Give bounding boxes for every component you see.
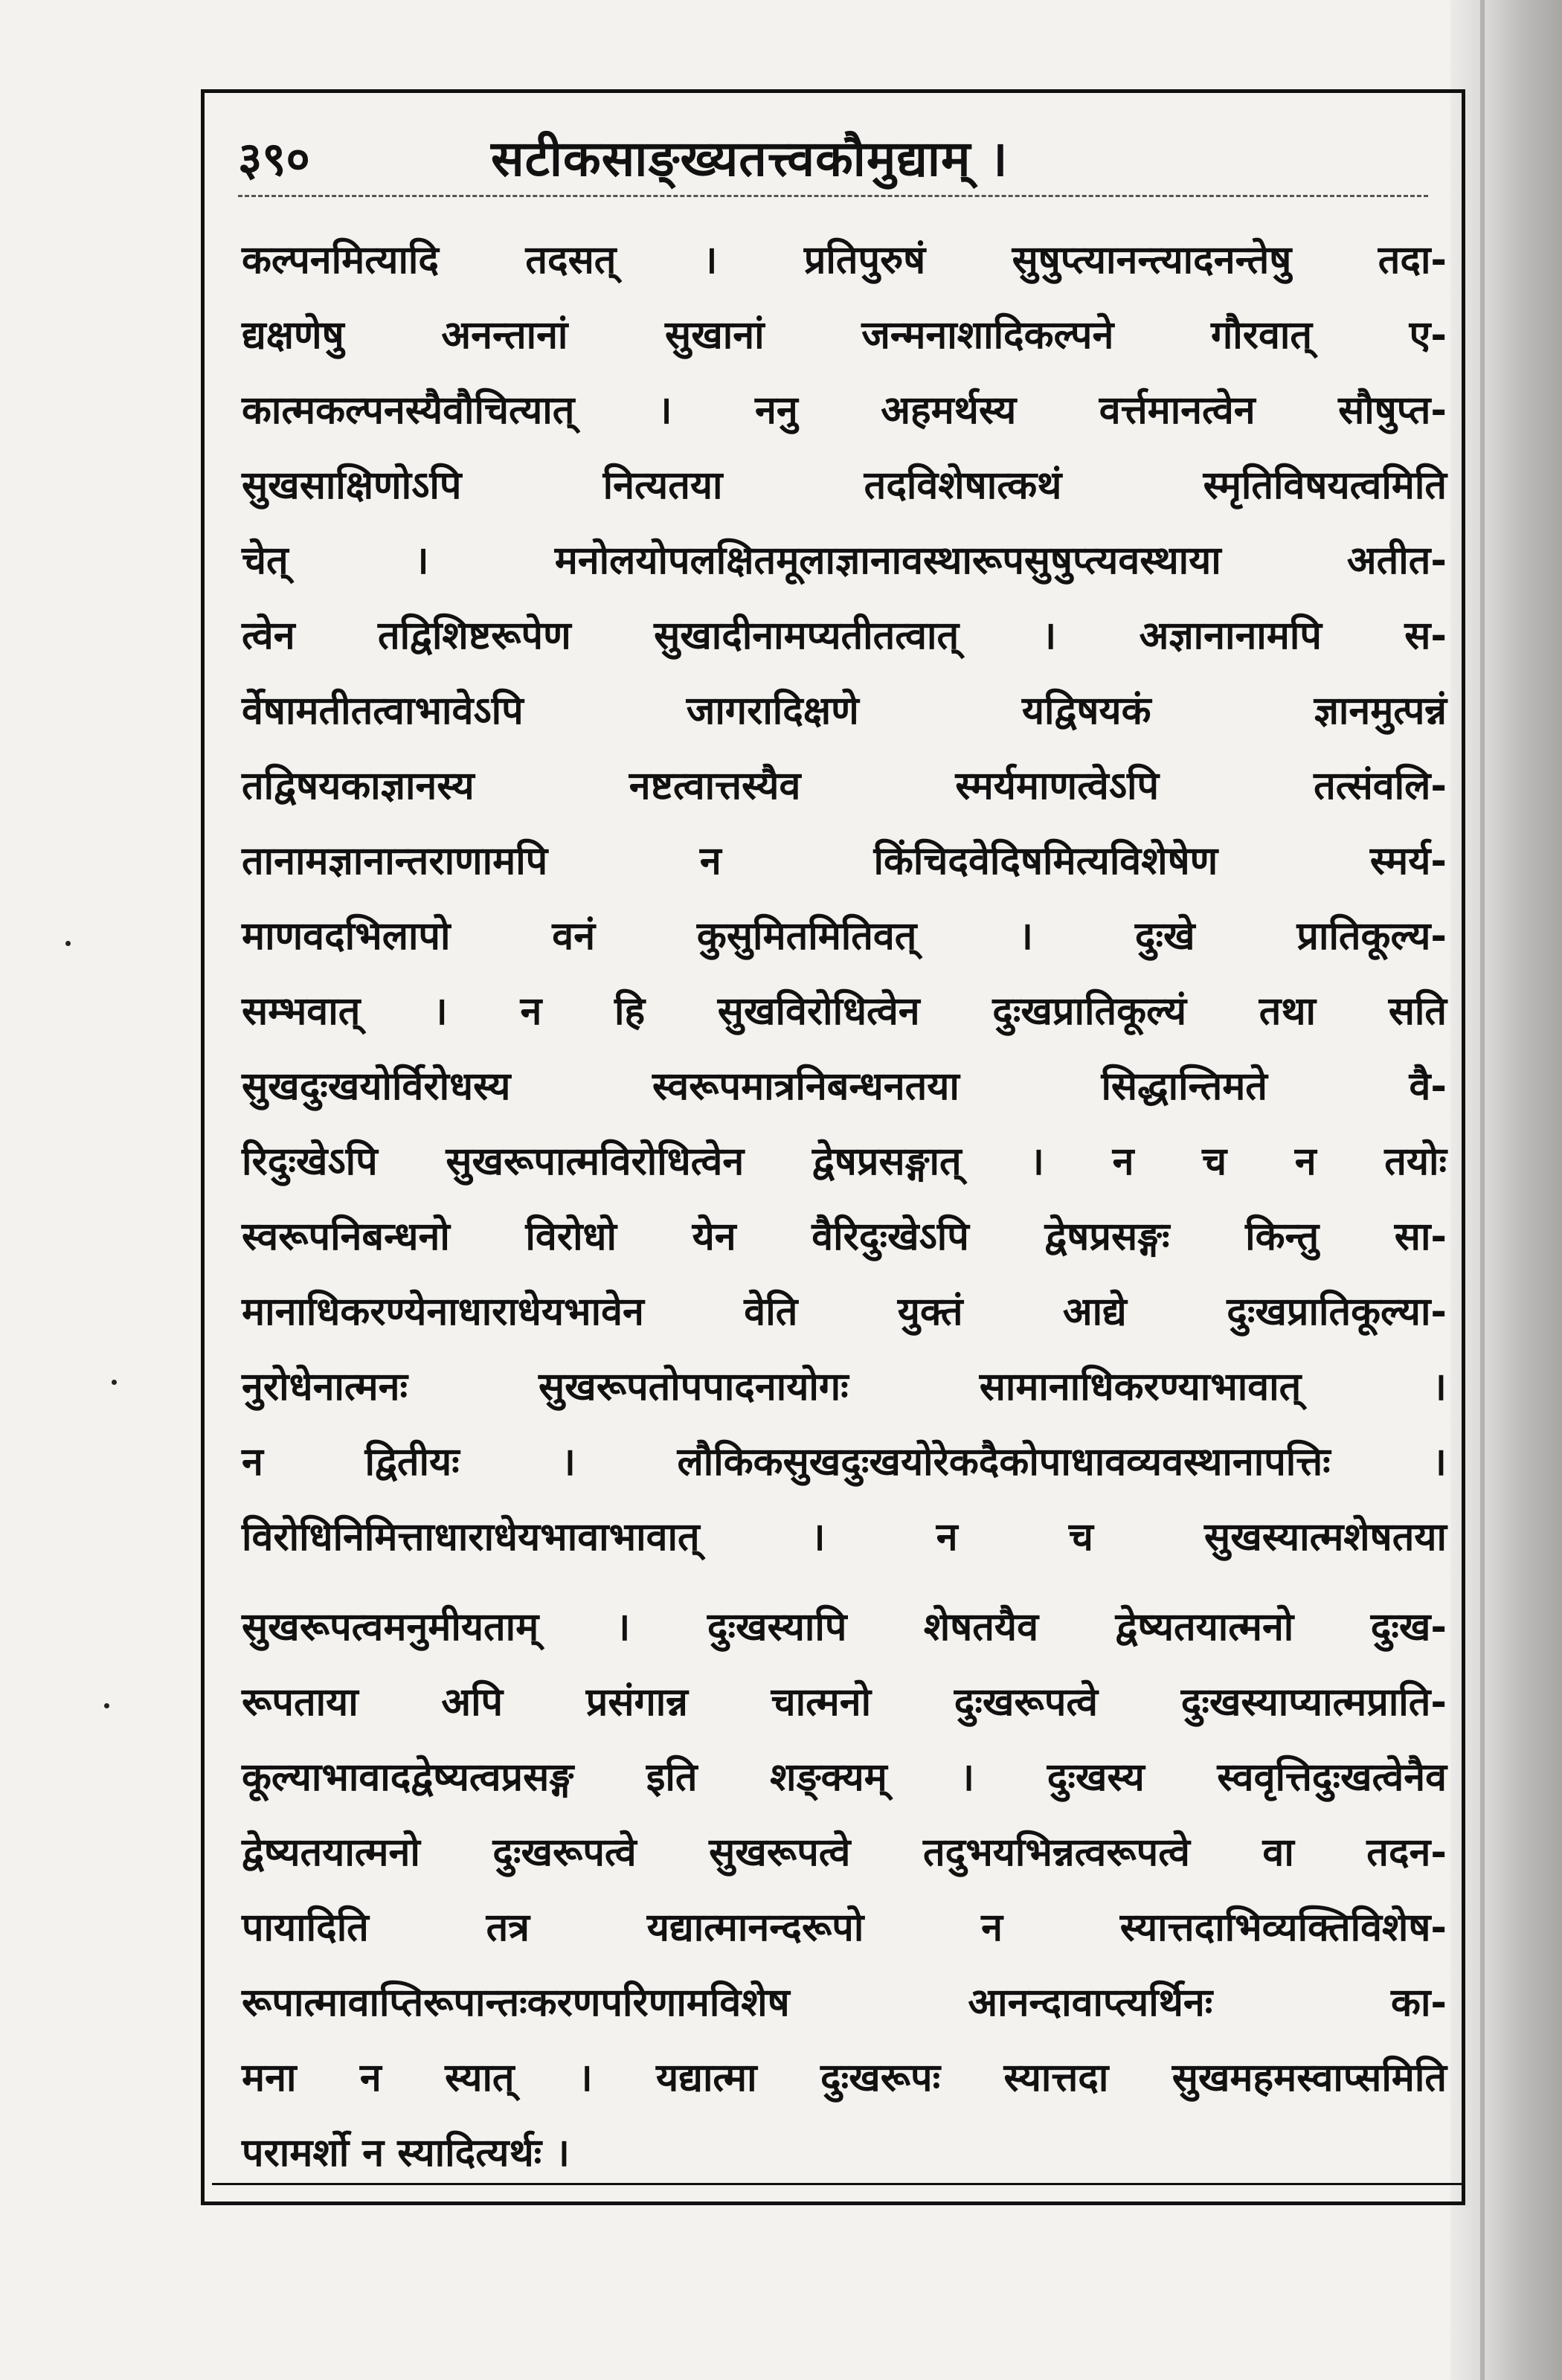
text-line: द्यक्षणेषु अनन्तानां सुखानां जन्मनाशादिकल्पने गौरवात् ए-: [242, 313, 1447, 358]
text-line: न द्वितीयः । लौकिकसुखदुःखयोरेकदैकोपाधावव्यवस्थानापत्तिः ।: [242, 1440, 1447, 1485]
text-line: कात्मकल्पनस्यैवौचित्यात् । ननु अहमर्थस्य वर्त्तमानत्वेन सौषुप्त-: [242, 388, 1447, 433]
text-line: स्वरूपनिबन्धनो विरोधो येन वैरिदुःखेऽपि द्वेषप्रसङ्गः किन्तु सा-: [242, 1215, 1447, 1259]
text-line: र्वेषामतीतत्वाभावेऽपि जागरादिक्षणे यद्विषयकं ज्ञानमुत्पन्नं: [242, 689, 1447, 733]
text-line: कल्पनमित्यादि तदसत् । प्रतिपुरुषं सुषुप्त्यानन्त्यादनन्तेषु तदा-: [242, 238, 1447, 283]
header-divider: [238, 195, 1428, 203]
text-line: सुखसाक्षिणोऽपि नित्यतया तदविशेषात्कथं स्मृतिविषयत्वमिति: [242, 463, 1447, 508]
scan-speck: [112, 1380, 117, 1385]
text-line: सुखरूपत्वमनुमीयताम् । दुःखस्यापि शेषतयैव द्वेष्यतयात्मनो दुःख-: [242, 1605, 1447, 1650]
scan-speck: [104, 1703, 109, 1708]
text-line: नुरोधेनात्मनः सुखरूपतोपपादनायोगः सामानाधिकरण्याभावात् ।: [242, 1365, 1447, 1409]
text-line: मानाधिकरण्येनाधाराधेयभावेन वेति युक्तं आद्ये दुःखप्रातिकूल्या-: [242, 1290, 1447, 1334]
text-line: तानामज्ञानान्तराणामपि न किंचिदवेदिषमित्यविशेषेण स्मर्य-: [242, 839, 1447, 884]
text-line: सुखदुःखयोर्विरोधस्य स्वरूपमात्रनिबन्धनतया सिद्धान्तिमते वै-: [242, 1064, 1447, 1109]
page-number: ३९०: [238, 132, 310, 186]
text-line: मना न स्यात् । यद्यात्मा दुःखरूपः स्यात्तदा सुखमहमस्वाप्समिति: [242, 2056, 1447, 2100]
text-line: परामर्शो न स्यादित्यर्थः ।: [242, 2131, 570, 2175]
running-title: सटीकसाङ्ख्यतत्त्वकौमुद्याम् ।: [491, 130, 1009, 187]
page-edge-shadow: [1450, 0, 1562, 2380]
text-line: कूल्याभावादद्वेष्यत्वप्रसङ्ग इति शङ्क्यम् । दुःखस्य स्ववृत्तिदुःखत्वेनैव: [242, 1755, 1447, 1800]
text-line: रूपात्मावाप्तिरूपान्तःकरणपरिणामविशेष आनन्दावाप्त्यर्थिनः का-: [242, 1981, 1447, 2025]
page-header: [223, 119, 1443, 201]
body-text: [242, 223, 1447, 2191]
text-line: रिदुःखेऽपि सुखरूपात्मविरोधित्वेन द्वेषप्रसङ्गात् । न च न तयोः: [242, 1139, 1447, 1184]
text-line: माणवदभिलापो वनं कुसुमितमितिवत् । दुःखे प्रातिकूल्य-: [242, 914, 1447, 959]
text-line: चेत् । मनोलयोपलक्षितमूलाज्ञानावस्थारूपसुषुप्त्यवस्थाया अतीत-: [242, 538, 1447, 583]
text-line: त्वेन तद्विशिष्टरूपेण सुखादीनामप्यतीतत्वात् । अज्ञानानामपि स-: [242, 614, 1447, 658]
text-line: द्वेष्यतयात्मनो दुःखरूपत्वे सुखरूपत्वे तदुभयभिन्नत्वरूपत्वे वा तदन-: [242, 1830, 1447, 1875]
text-line: पायादिति तत्र यद्यात्मानन्दरूपो न स्यात्तदाभिव्यक्तिविशेष-: [242, 1905, 1447, 1950]
text-line: तद्विषयकाज्ञानस्य नष्टत्वात्तस्यैव स्मर्यमाणत्वेऽपि तत्संवलि-: [242, 764, 1447, 808]
text-line: विरोधिनिमित्ताधाराधेयभावाभावात् । न च सुखस्यात्मशेषतया: [242, 1515, 1447, 1560]
text-line: सम्भवात् । न हि सुखविरोधित्वेन दुःखप्रातिकूल्यं तथा सति: [242, 989, 1447, 1034]
text-line: रूपताया अपि प्रसंगान्न चात्मनो दुःखरूपत्वे दुःखस्याप्यात्मप्राति-: [242, 1680, 1447, 1725]
scan-speck: [65, 941, 71, 946]
